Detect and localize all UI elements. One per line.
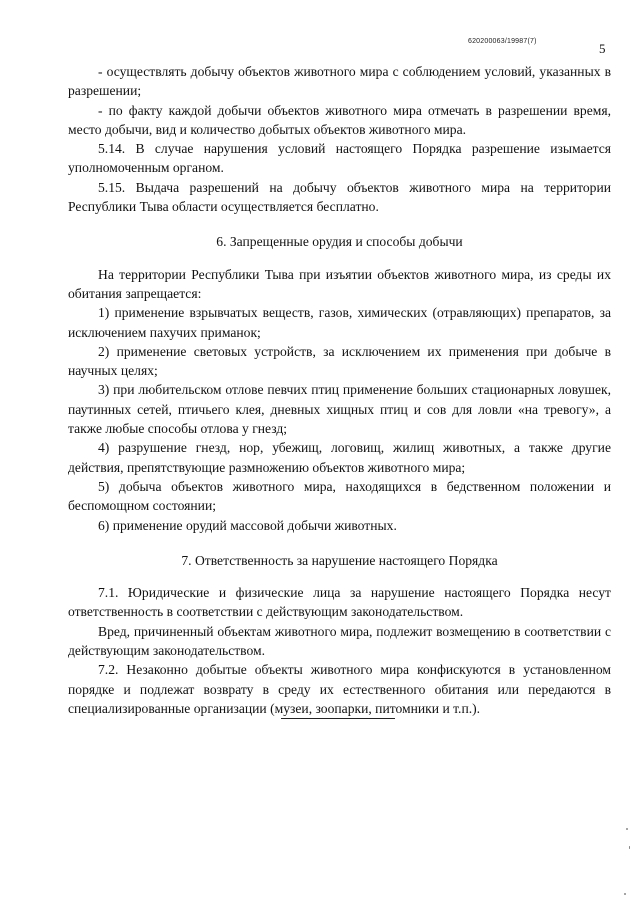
paragraph: - осуществлять добычу объектов животного мира с соблюдением условий, указанных в разрешении; bbox=[68, 64, 611, 99]
paragraph: 5.15. Выдача разрешений на добычу объектов животного мира на территории Республики Тыва области осуществляется бесплатно. bbox=[68, 179, 611, 215]
list-item: 3) при любительском отлове певчих птиц применение больших стационарных ловушек, паутинных сетей, птичьего клея, дневных хищных птиц и сов для ловли «на тревогу», а также любые способы отлова у гнезд; bbox=[68, 382, 611, 437]
paragraph: 5.14. В случае нарушения условий настоящего Порядка разрешение изымается уполномоченным органом. bbox=[68, 141, 611, 176]
page-number: 5 bbox=[599, 41, 606, 56]
end-of-document-rule bbox=[281, 718, 395, 719]
list-item: 5) добыча объектов животного мира, находящихся в бедственном положении и беспомощном состоянии; bbox=[68, 478, 611, 514]
paragraph: 7.2. Незаконно добытые объекты животного мира конфискуются в установленном порядке и подлежат возврату в среду их естественного обитания или передаются в специализированные организации (музеи, зоопарки, питомники и т.п.). bbox=[68, 662, 611, 716]
scan-artifact bbox=[629, 846, 630, 849]
paragraph: 7.1. Юридические и физические лица за нарушение настоящего Порядка несут ответственность в соответствии с действующим законодательством. bbox=[68, 585, 611, 620]
list-item: 4) разрушение гнезд, нор, убежищ, логовищ, жилищ животных, а также другие действия, препятствующие размножению объектов животного мира; bbox=[68, 440, 611, 475]
section-6-body bbox=[68, 265, 611, 535]
section-7-heading: 7. Ответственность за нарушение настоящего Порядка bbox=[181, 552, 498, 568]
section-7-body bbox=[68, 583, 611, 718]
scan-artifact bbox=[626, 828, 628, 830]
list-item: 2) применение световых устройств, за исключением их применения при добыче в научных целях; bbox=[68, 343, 611, 379]
list-item: 1) применение взрывчатых веществ, газов, химических (отравляющих) препаратов, за исключением пахучих приманок; bbox=[68, 305, 611, 340]
section-6-heading: 6. Запрещенные орудия и способы добычи bbox=[216, 234, 463, 250]
list-item: 6) применение орудий массовой добычи животных. bbox=[98, 517, 397, 533]
paragraph: Вред, причиненный объектам животного мира, подлежит возмещению в соответствии с действующим законодательством. bbox=[68, 623, 611, 659]
document-id-number: 620200063/19987(7) bbox=[468, 38, 537, 45]
paragraph: - по факту каждой добычи объектов животного мира отмечать в разрешении время, место добычи, вид и количество добытых объектов животного мира. bbox=[68, 102, 611, 137]
scan-artifact bbox=[624, 893, 626, 895]
document-body bbox=[68, 62, 611, 718]
section-5-continuation bbox=[68, 62, 611, 216]
paragraph: На территории Республики Тыва при изъятии объектов животного мира, из среды их обитания запрещается: bbox=[68, 266, 611, 301]
